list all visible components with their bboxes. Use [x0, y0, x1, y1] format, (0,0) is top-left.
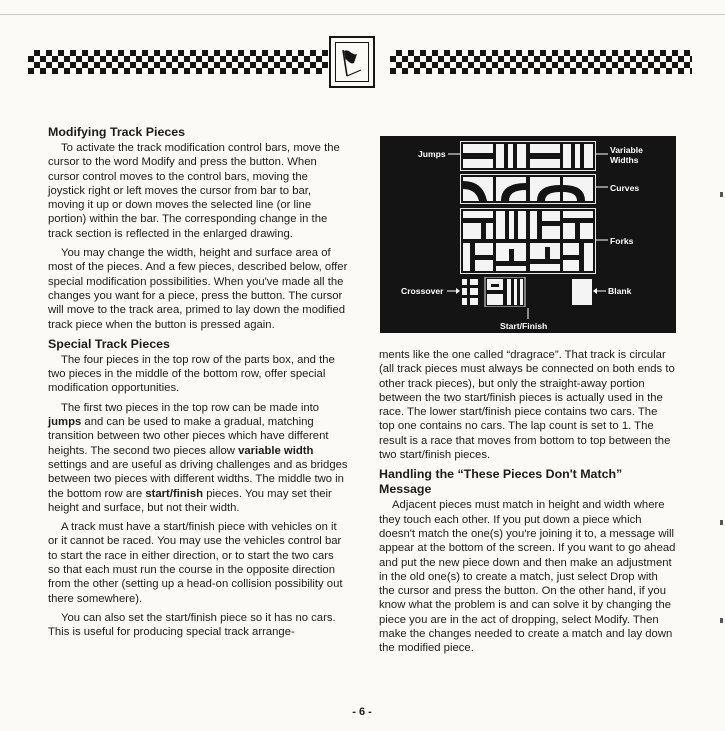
label-jumps: Jumps	[418, 149, 446, 159]
fork-pieces-graphic	[461, 209, 595, 273]
bottom-row-pieces	[460, 277, 600, 307]
label-curves: Curves	[610, 183, 640, 193]
curve-pieces	[460, 174, 596, 204]
text-run: and can be used to make a gradual, matching transition between two other pieces which have different heights. The second two pieces allow	[48, 416, 329, 457]
label-forks: Forks	[610, 236, 634, 246]
label-crossover: Crossover	[401, 286, 444, 296]
label-start-finish: Start/Finish	[500, 321, 548, 331]
paragraph: ments like the one called “dragrace”. That track is circular (all track pieces must always be connected on both ends to other track pieces), but only the straight-away portion between the two start/finish pieces is actually used in the race. The lower start/finish piece contains two cars. The top one contains no cars. The lap count is set to 1. The result is a race that moves from bottom to top between the two start/finish pieces.	[379, 349, 675, 462]
term-start-finish: start/finish	[145, 487, 204, 500]
page-number: - 6 -	[352, 706, 372, 718]
fork-pieces	[460, 208, 596, 274]
flag-emblem	[329, 36, 375, 88]
text-run: settings and are useful as driving challenges and as bridges between two pieces with different widths. The middle two in the bottom row are	[48, 458, 348, 500]
margin-mark	[720, 618, 723, 623]
left-column	[48, 125, 348, 645]
top-row-pieces	[460, 141, 596, 171]
term-jumps: jumps	[48, 416, 82, 429]
paragraph: You may change the width, height and surface area of most of the pieces. And a few pieces, described below, offer special modification possibilities. When you've made all the changes you want for a piece, press the button. The cursor will move to the track area, primed to lay down the modified track piece when the button is pressed again.	[48, 247, 348, 331]
label-variable-widths-line2: Widths	[610, 155, 639, 165]
checkered-flag-icon	[337, 46, 367, 80]
parts-box-figure	[380, 136, 676, 333]
label-blank: Blank	[608, 286, 632, 296]
text-run: The first two pieces in the top row can be made into	[61, 401, 320, 414]
top-rule	[0, 14, 725, 15]
heading-modifying-track-pieces: Modifying Track Pieces	[48, 125, 186, 139]
term-variable-width: variable width	[238, 444, 314, 457]
margin-mark	[720, 192, 723, 197]
paragraph: A track must have a start/finish piece with vehicles on it or it cannot be raced. You may use the vehicles control bar to start the race in either direction, or to start the two cars so that each must run the course in the opposite direction from the other (setting up a head-on collision possibility out there somewhere).	[48, 521, 343, 605]
text-run: pieces. You may set their height and surface, but not their width.	[48, 487, 332, 514]
heading-pieces-dont-match: Handling the “These Pieces Don't Match” Message	[379, 467, 623, 497]
right-column	[379, 348, 676, 661]
paragraph: You can also set the start/finish piece so it has no cars. This is useful for producing special track arrange-	[48, 611, 336, 639]
margin-mark	[720, 520, 723, 525]
label-variable-widths-line1: Variable	[610, 145, 643, 155]
paragraph	[48, 401, 348, 515]
curve-pieces-graphic	[461, 175, 595, 203]
jump-and-width-pieces	[461, 142, 595, 170]
paragraph: The four pieces in the top row of the parts box, and the two pieces in the middle of the bottom row, offer special modification opportunities.	[48, 353, 335, 395]
heading-special-track-pieces: Special Track Pieces	[48, 336, 170, 351]
paragraph: To activate the track modification control bars, move the cursor to the word Modify and press the button. When cursor control moves to the control bars, moving the joystick right or left moves the cursor from bar to bar, moving it up or down moves the selected line (or line portion) within the bar. The corresponding change in the track section is reflected in the enlarged drawing.	[48, 142, 340, 240]
checkered-band-left	[28, 50, 328, 74]
checkered-band-right	[390, 50, 692, 74]
paragraph: Adjacent pieces must match in height and width where they touch each other. If you put down a piece which doesn't match the one(s) you're joining it to, a message will appear at the bottom of the screen. If you want to go ahead and put the new piece down and then make an adjustment in the old one(s) to create a match, just select Drop with the cursor and press the button. On the other hand, if you know what the problem is and can solve it by changing the piece you are in the act of dropping, select Modify. Then make the changes needed to create a match and lay down the modified piece.	[379, 499, 676, 655]
